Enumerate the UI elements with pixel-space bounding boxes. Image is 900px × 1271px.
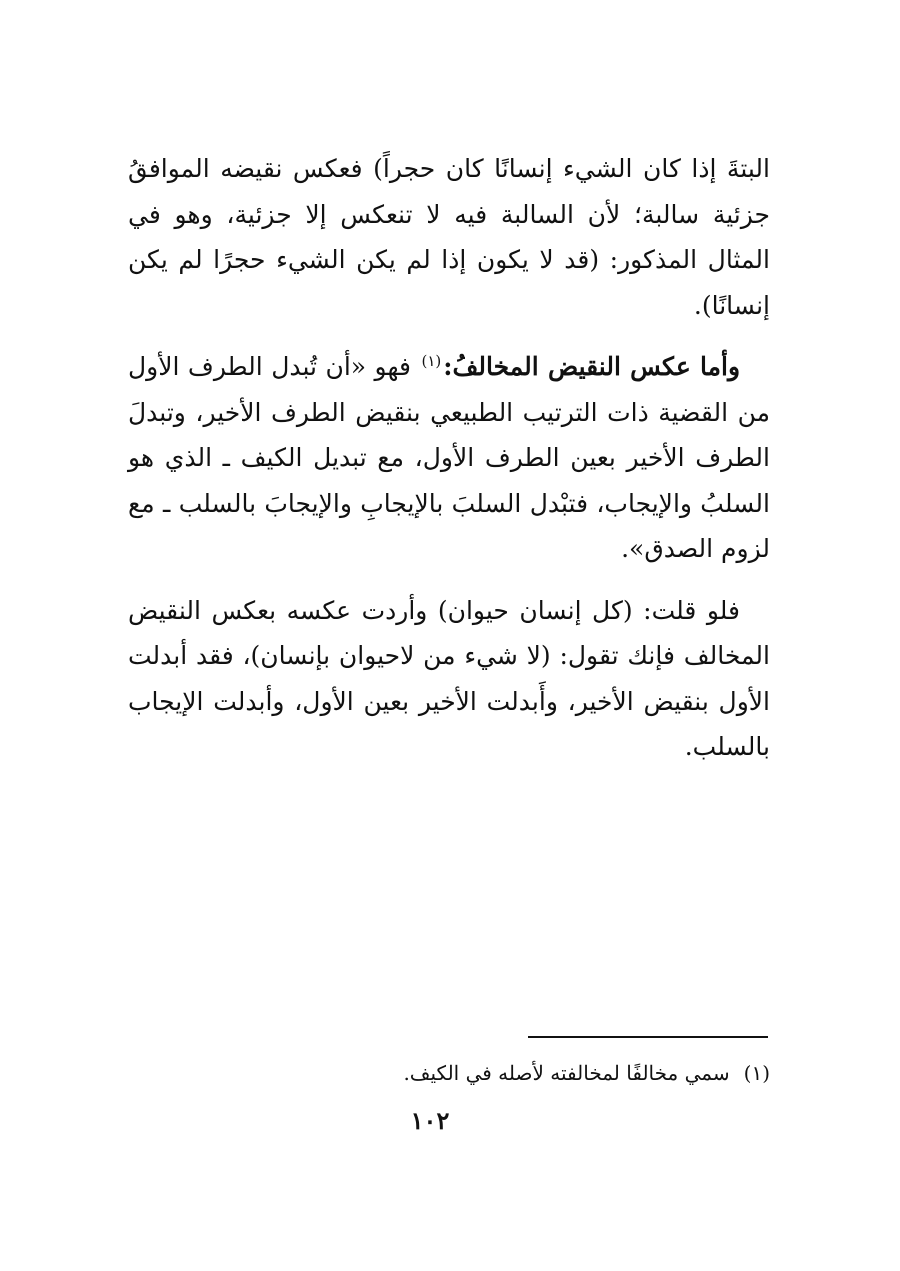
paragraph-1-text: البتةَ إذا كان الشيء إنسانًا كان حجراً) فعكس نقيضه الموافقُ جزئية سالبة؛ لأن السالبة فيه لا تنعكس إلا جزئية، وهو في المثال المذكور: (قد لا يكون إذا لم يكن الشيء حجرًا لم يكن إنسانًا). (128, 154, 770, 320)
paragraph-3 (128, 588, 770, 770)
footnote (360, 1058, 770, 1088)
section-heading: وأما عكس النقيض المخالفُ: (443, 352, 741, 381)
footnote-text: سمي مخالفًا لمخالفته لأصله في الكيف. (403, 1061, 730, 1085)
page-number: ١٠٢ (410, 1106, 450, 1135)
paragraph-2-text: فهو «أن تُبدل الطرف الأول من القضية ذات الترتيب الطبيعي بنقيض الطرف الأخير، وتبدلَ الطرف الأخير بعين الطرف الأول، مع تبديل الكيف ـ الذي هو السلبُ والإيجاب، فتبْدل السلبَ بالإيجابِ والإيجابَ بالسلب ـ مع لزوم الصدق». (128, 352, 770, 563)
paragraph-2 (128, 344, 770, 572)
footnote-number: (١) (743, 1061, 770, 1085)
paragraph-1 (128, 146, 770, 328)
body-text (128, 146, 770, 786)
paragraph-3-text: فلو قلت: (كل إنسان حيوان) وأردت عكسه بعكس النقيض المخالف فإنك تقول: (لا شيء من لاحيوان بإنسان)، فقد أبدلت الأول بنقيض الأخير، وأَبدلت الأخير بعين الأول، وأبدلت الإيجاب بالسلب. (128, 595, 770, 761)
footnote-divider (528, 1036, 768, 1038)
footnote-reference: (١) (421, 351, 442, 370)
